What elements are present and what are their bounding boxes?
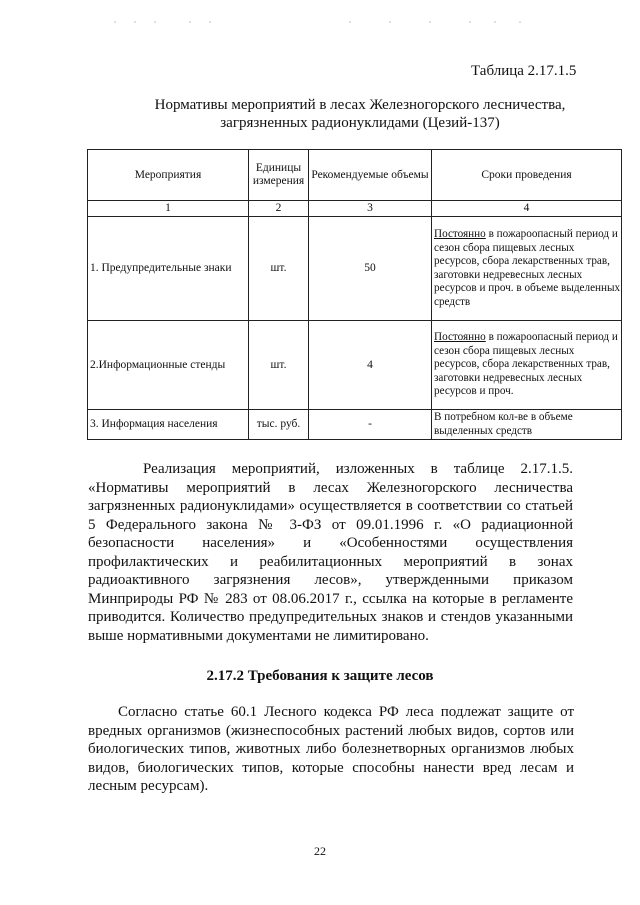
term-text: в пожароопасный период и сезон сбора пищевых лесных ресурсов, сбора лекарственных трав, заготовки недревесных лесных ресурсов и проч. [434, 331, 618, 398]
paragraph-text: Реализация мероприятий, изложенных в таблице 2.17.1.5. «Нормативы мероприятий в лесах Железногорского лесничества загрязненных радионуклидами» осуществляется в соответствии со статьей 5 Федерального закона № 3-ФЗ от 09.01.1996 г. «О радиационной безопасности населения» и «Особенностями осуществления профилактических и реабилитационных мероприятий в зонах радиоактивного загрязнения лесов», утвержденными приказом Минприроды РФ № 283 от 08.06.2017 г., ссылка на которые в регламенте приводится. Количество предупредительных знаков и стендов указанными выше нормативными документами не лимитировано. [88, 461, 573, 644]
table-label: Таблица 2.17.1.5 [471, 63, 577, 79]
paragraph-forest-protection [88, 703, 574, 796]
row-name: 3. Информация населения [88, 410, 249, 440]
row-volume: 50 [309, 217, 432, 321]
row-unit: шт. [249, 217, 309, 321]
header-cell: Мероприятия [88, 150, 249, 201]
table-row [88, 410, 622, 440]
header-cell: Рекомендуемые объемы [309, 150, 432, 201]
section-heading: 2.17.2 Требования к защите лесов [206, 668, 434, 684]
term-text: в пожароопасный период и сезон сбора пищевых лесных ресурсов, сбора лекарственных трав, заготовки недревесных лесных ресурсов и проч. в объеме выделенных средств [434, 228, 621, 308]
row-name: 1. Предупредительные знаки [88, 217, 249, 321]
table-row [88, 321, 622, 410]
page-number: 22 [314, 844, 326, 858]
row-term [432, 321, 622, 410]
column-number: 1 [88, 201, 249, 217]
table-row [88, 217, 622, 321]
row-unit: шт. [249, 321, 309, 410]
row-term [432, 410, 622, 440]
header-cell: Сроки проведения [432, 150, 622, 201]
caption-line-2: загрязненных радионуклидами (Цезий-137) [220, 115, 500, 131]
table-header-row [88, 150, 622, 201]
column-number: 3 [309, 201, 432, 217]
column-number: 2 [249, 201, 309, 217]
paragraph-text: Согласно статье 60.1 Лесного кодекса РФ леса подлежат защите от вредных организмов (жизнеспособных растений любых видов, сортов или биологических типов, животных либо болезнетворных организмов любых видов, биологических типов, которые способны нанести вред лесам и лесным ресурсам). [88, 704, 574, 794]
row-volume: 4 [309, 321, 432, 410]
paragraph-implementation [88, 460, 573, 645]
row-name: 2.Информационные стенды [88, 321, 249, 410]
scan-artifact-dots [110, 20, 560, 24]
column-number: 4 [432, 201, 622, 217]
norms-table [87, 149, 622, 440]
caption-line-1: Нормативы мероприятий в лесах Железногорского лесничества, [154, 97, 566, 113]
row-volume: - [309, 410, 432, 440]
term-underlined: Постоянно [434, 228, 486, 240]
term-text: В потребном кол-ве в объеме выделенных средств [434, 411, 573, 437]
row-unit: тыс. руб. [249, 410, 309, 440]
row-term [432, 217, 622, 321]
column-number-row [88, 201, 622, 217]
table-caption [80, 96, 640, 132]
term-underlined: Постоянно [434, 331, 486, 344]
header-cell: Единицы измерения [249, 150, 309, 201]
